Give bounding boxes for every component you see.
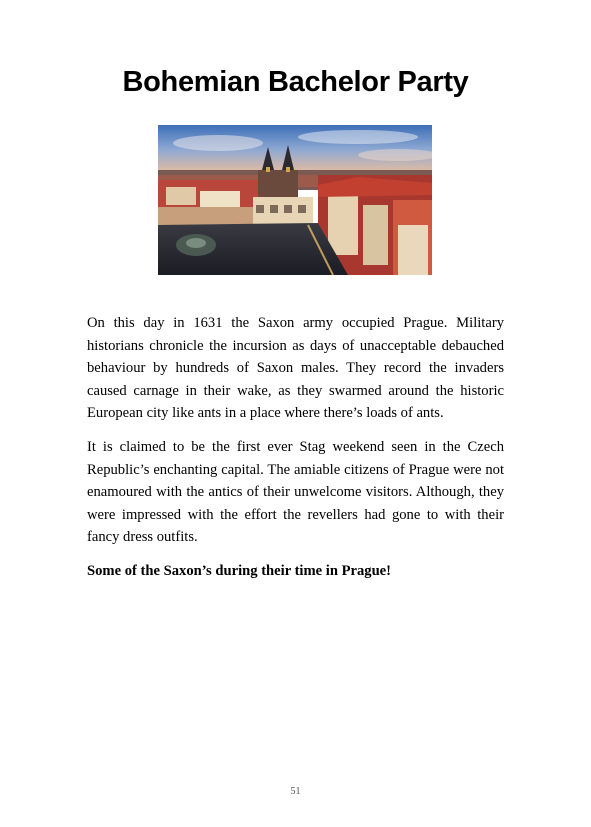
prague-old-town-photo <box>158 125 432 275</box>
paragraph-2: It is claimed to be the first ever Stag weekend seen in the Czech Republic’s enchanting capital. The amiable citizens of Prague were not enamoured with the antics of their unwelcome visitors. Although, they were impressed with the effort the revellers had gone to with their fancy dress outfits. <box>87 438 504 546</box>
closing-line: Some of the Saxon’s during their time in Prague! <box>87 562 392 579</box>
body-text <box>87 312 504 594</box>
paragraph-1: On this day in 1631 the Saxon army occupied Prague. Military historians chronicle the incursion as days of unacceptable debauched behaviour by hundreds of Saxon males. They record the invaders caused carnage in their wake, as they swarmed around the historic European city like ants in a place where there’s loads of ants. <box>87 315 504 422</box>
page-title: Bohemian Bachelor Party <box>122 66 469 98</box>
page-number: 51 <box>290 786 301 797</box>
